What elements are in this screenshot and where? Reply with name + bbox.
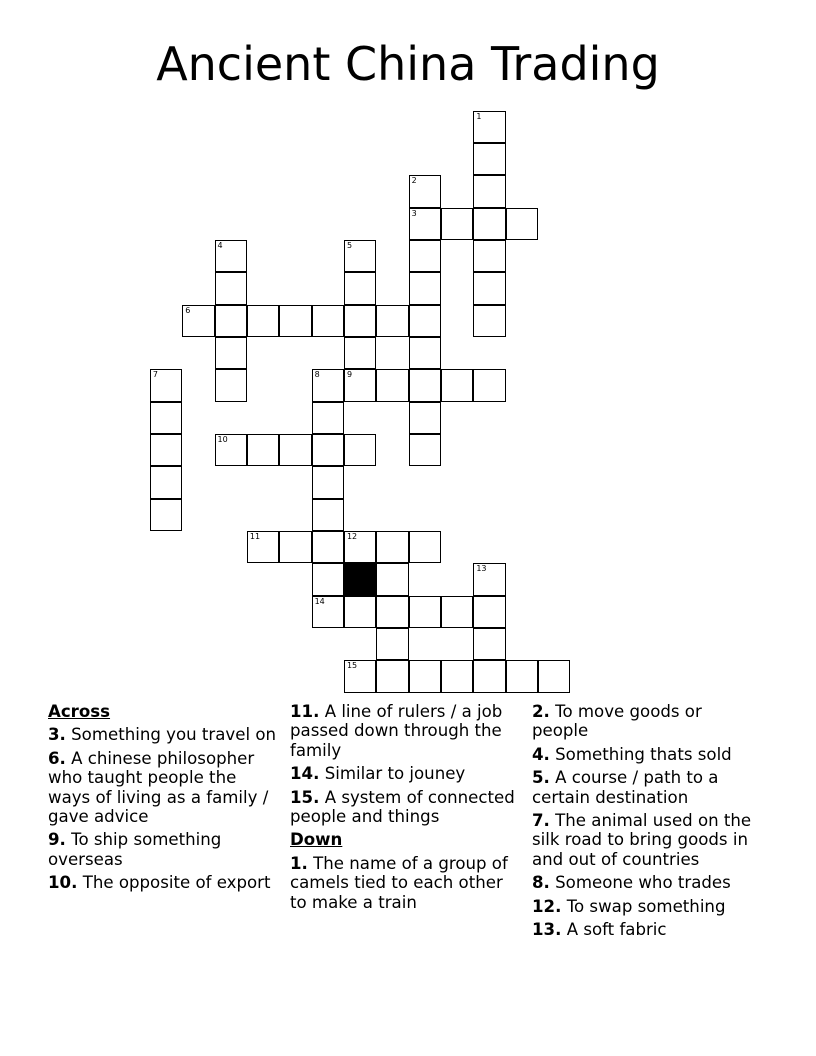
grid-cell[interactable]: [441, 208, 473, 240]
puzzle-title: Ancient China Trading: [156, 37, 660, 91]
clue-text: To swap something: [566, 896, 726, 916]
clue-down-7: [532, 811, 762, 869]
grid-cell[interactable]: [215, 369, 247, 401]
clue-number: 13.: [532, 920, 562, 940]
grid-cell[interactable]: [376, 563, 408, 595]
grid-cell[interactable]: [473, 240, 505, 272]
cell-number: 2: [411, 176, 417, 186]
grid-cell[interactable]: [344, 434, 376, 466]
grid-cell[interactable]: [473, 175, 505, 207]
cell-number: 4: [217, 240, 223, 250]
grid-cell[interactable]: [473, 208, 505, 240]
cell-number: 7: [152, 370, 158, 380]
grid-cell[interactable]: [376, 596, 408, 628]
clue-text: A soft fabric: [566, 920, 667, 940]
clue-text: The name of a group of camels tied to each other to make a train: [290, 853, 508, 912]
grid-cell[interactable]: [344, 305, 376, 337]
clue-column-3: [532, 702, 762, 943]
clue-number: 7.: [532, 811, 550, 831]
clue-number: 14.: [290, 764, 320, 784]
across-heading: Across: [48, 702, 111, 721]
grid-cell[interactable]: [473, 563, 505, 595]
grid-cell[interactable]: [344, 531, 376, 563]
grid-cell[interactable]: [376, 369, 408, 401]
down-heading: Down: [290, 830, 343, 850]
clue-text: Similar to jouney: [324, 764, 466, 784]
clue-number: 9.: [48, 830, 66, 850]
grid-cell[interactable]: [473, 596, 505, 628]
clue-number: 3.: [48, 725, 66, 745]
grid-cell[interactable]: [441, 596, 473, 628]
clue-number: 12.: [532, 896, 562, 916]
grid-cell[interactable]: [312, 466, 344, 498]
grid-cell[interactable]: [506, 208, 538, 240]
grid-cell[interactable]: [506, 660, 538, 692]
grid-cell[interactable]: [441, 369, 473, 401]
grid-cell[interactable]: [409, 660, 441, 692]
grid-cell[interactable]: [409, 369, 441, 401]
grid-cell[interactable]: [344, 240, 376, 272]
grid-cell[interactable]: [344, 369, 376, 401]
clue-number: 4.: [532, 744, 550, 764]
clue-across-14: [290, 764, 522, 783]
clue-across-6: [48, 749, 276, 827]
grid-cell[interactable]: [312, 402, 344, 434]
clue-down-13: [532, 920, 762, 939]
grid-cell[interactable]: [279, 434, 311, 466]
clue-text: To move goods or people: [532, 702, 702, 741]
grid-cell[interactable]: [473, 143, 505, 175]
grid-cell[interactable]: [312, 369, 344, 401]
clue-column-2: [290, 702, 522, 916]
clue-text: A system of connected people and things: [290, 787, 515, 827]
grid-cell[interactable]: [344, 596, 376, 628]
grid-cell[interactable]: [312, 596, 344, 628]
cell-number: 1: [476, 111, 482, 121]
grid-cell[interactable]: [150, 466, 182, 498]
clue-text: A line of rulers / a job passed down through the family: [290, 702, 503, 760]
cell-number: 9: [346, 370, 353, 380]
grid-cell[interactable]: [409, 402, 441, 434]
grid-cell[interactable]: [376, 660, 408, 692]
grid-cell[interactable]: [409, 434, 441, 466]
grid-cell[interactable]: [409, 272, 441, 304]
grid-cell[interactable]: [376, 628, 408, 660]
clue-across-11: [290, 702, 522, 760]
grid-cell[interactable]: [473, 369, 505, 401]
clue-down-8: [532, 873, 762, 892]
grid-cell[interactable]: [215, 240, 247, 272]
grid-cell[interactable]: [409, 337, 441, 369]
cell-number: 15: [346, 661, 358, 671]
grid-cell[interactable]: [279, 531, 311, 563]
grid-cell[interactable]: [538, 660, 570, 692]
clue-across-3: [48, 725, 276, 744]
grid-cell[interactable]: [215, 305, 247, 337]
clue-number: 10.: [48, 873, 78, 893]
grid-cell[interactable]: [409, 305, 441, 337]
grid-cell[interactable]: [409, 596, 441, 628]
clue-down-5: [532, 768, 762, 807]
grid-cell[interactable]: [473, 111, 505, 143]
clue-number: 6.: [48, 748, 66, 768]
clue-number: 1.: [290, 853, 308, 873]
clue-number: 5.: [532, 768, 550, 788]
grid-cell[interactable]: [473, 660, 505, 692]
clue-down-2: [532, 702, 762, 741]
grid-cell[interactable]: [473, 628, 505, 660]
clue-across-9: [48, 830, 276, 869]
cell-number: 5: [346, 240, 353, 250]
grid-cell[interactable]: [215, 434, 247, 466]
grid-cell[interactable]: [344, 272, 376, 304]
cell-number: 11: [249, 532, 261, 542]
cell-number: 12: [346, 532, 358, 542]
grid-cell[interactable]: [376, 531, 408, 563]
grid-cell[interactable]: [247, 434, 279, 466]
grid-cell[interactable]: [247, 305, 279, 337]
clue-text: The animal used on the silk road to bring goods in and out of countries: [532, 811, 752, 869]
grid-cell[interactable]: [409, 240, 441, 272]
grid-cell[interactable]: [473, 272, 505, 304]
cell-number: 8: [314, 370, 320, 380]
grid-cell[interactable]: [409, 175, 441, 207]
clue-text: Someone who trades: [555, 873, 731, 893]
grid-cell[interactable]: [312, 434, 344, 466]
grid-cell[interactable]: [150, 402, 182, 434]
clue-down-4: [532, 745, 762, 764]
grid-cell[interactable]: [247, 531, 279, 563]
grid-cell[interactable]: [376, 305, 408, 337]
clue-across-10: [48, 873, 276, 892]
grid-cell[interactable]: [182, 305, 214, 337]
grid-cell[interactable]: [312, 563, 344, 595]
cell-number: 3: [411, 208, 417, 218]
clue-text: A chinese philosopher who taught people the ways of living as a family / gave advice: [48, 748, 269, 827]
grid-cell[interactable]: [150, 369, 182, 401]
grid-cell[interactable]: [312, 531, 344, 563]
grid-cell[interactable]: [473, 305, 505, 337]
grid-cell[interactable]: [441, 660, 473, 692]
grid-cell[interactable]: [215, 272, 247, 304]
grid-cell[interactable]: [312, 499, 344, 531]
grid-cell[interactable]: [312, 305, 344, 337]
clue-text: Something you travel on: [71, 725, 277, 745]
clue-number: 11.: [290, 702, 320, 721]
blocked-cell: [344, 563, 376, 595]
clue-column-1: [48, 702, 276, 897]
clue-text: To ship something overseas: [48, 830, 222, 869]
grid-cell[interactable]: [344, 660, 376, 692]
grid-cell[interactable]: [279, 305, 311, 337]
clue-down-12: [532, 897, 762, 916]
cell-number: 6: [185, 305, 191, 315]
cell-number: 10: [217, 435, 228, 444]
grid-cell[interactable]: [409, 531, 441, 563]
clue-number: 8.: [532, 873, 550, 893]
clue-number: 15.: [290, 787, 320, 807]
clue-number: 2.: [532, 702, 550, 721]
clue-text: Something thats sold: [555, 744, 732, 764]
grid-cell[interactable]: [344, 337, 376, 369]
clue-text: A course / path to a certain destination: [532, 768, 719, 807]
clue-text: The opposite of export: [82, 873, 271, 893]
grid-cell[interactable]: [150, 434, 182, 466]
clue-down-1: [290, 854, 522, 912]
clue-across-15: [290, 788, 522, 827]
cell-number: 13: [476, 564, 487, 574]
cell-number: 14: [314, 596, 325, 606]
grid-cell[interactable]: [150, 499, 182, 531]
grid-cell[interactable]: [409, 208, 441, 240]
grid-cell[interactable]: [215, 337, 247, 369]
